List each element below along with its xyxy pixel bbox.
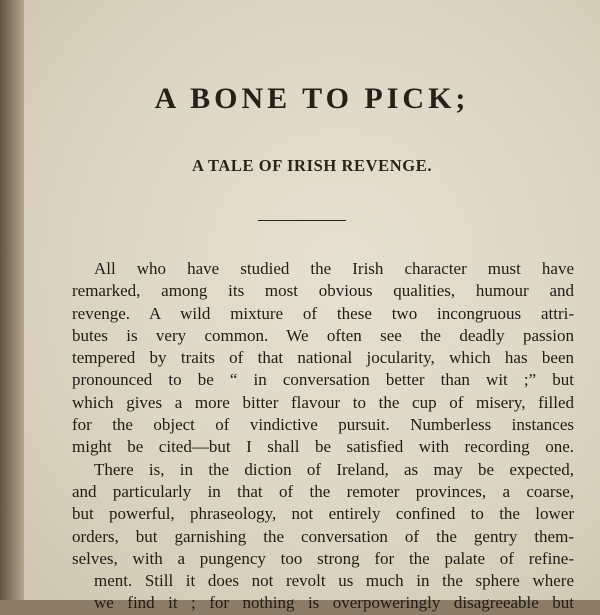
text-line: which gives a more bitter flavour to the cup of misery, filled <box>72 392 574 412</box>
text-line: tempered by traits of that national jocularity, which has been <box>72 348 574 368</box>
text-line: orders, but garnishing the conversation of the gentry them- <box>72 526 574 546</box>
text-line: ment. Still it does not revolt us much in the sphere where <box>94 571 574 591</box>
text-line: and particularly in that of the remoter provinces, a coarse, <box>72 481 574 501</box>
text-line: but powerful, phraseology, not entirely confined to the lower <box>72 504 574 524</box>
text-line: we find it ; for nothing is overpoweringly disagreeable but <box>94 593 574 613</box>
text-line: might be cited—but I shall be satisfied with recording one. <box>72 437 574 457</box>
book-gutter <box>0 0 24 600</box>
book-page <box>24 0 600 613</box>
text-line: remarked, among its most obvious qualities, humour and <box>72 281 574 301</box>
text-line: butes is very common. We often see the deadly passion <box>72 325 574 345</box>
paragraph-2 <box>72 459 574 615</box>
page-subtitle: A TALE OF IRISH REVENGE. <box>191 156 433 175</box>
title-divider <box>258 220 346 221</box>
text-line: There is, in the diction of Ireland, as may be expected, <box>94 459 574 479</box>
text-line: All who have studied the Irish character must have <box>94 259 574 278</box>
paragraph-1 <box>72 258 574 459</box>
text-line: pronounced to be “ in conversation better than wit ;” but <box>72 370 574 390</box>
page-title: A BONE TO PICK; <box>154 82 470 115</box>
story-text <box>72 258 574 615</box>
text-line: for the object of vindictive pursuit. Numberless instances <box>72 415 574 435</box>
text-line: revenge. A wild mixture of these two incongruous attri- <box>72 303 574 323</box>
text-line: selves, with a pungency too strong for the palate of refine- <box>72 548 574 568</box>
